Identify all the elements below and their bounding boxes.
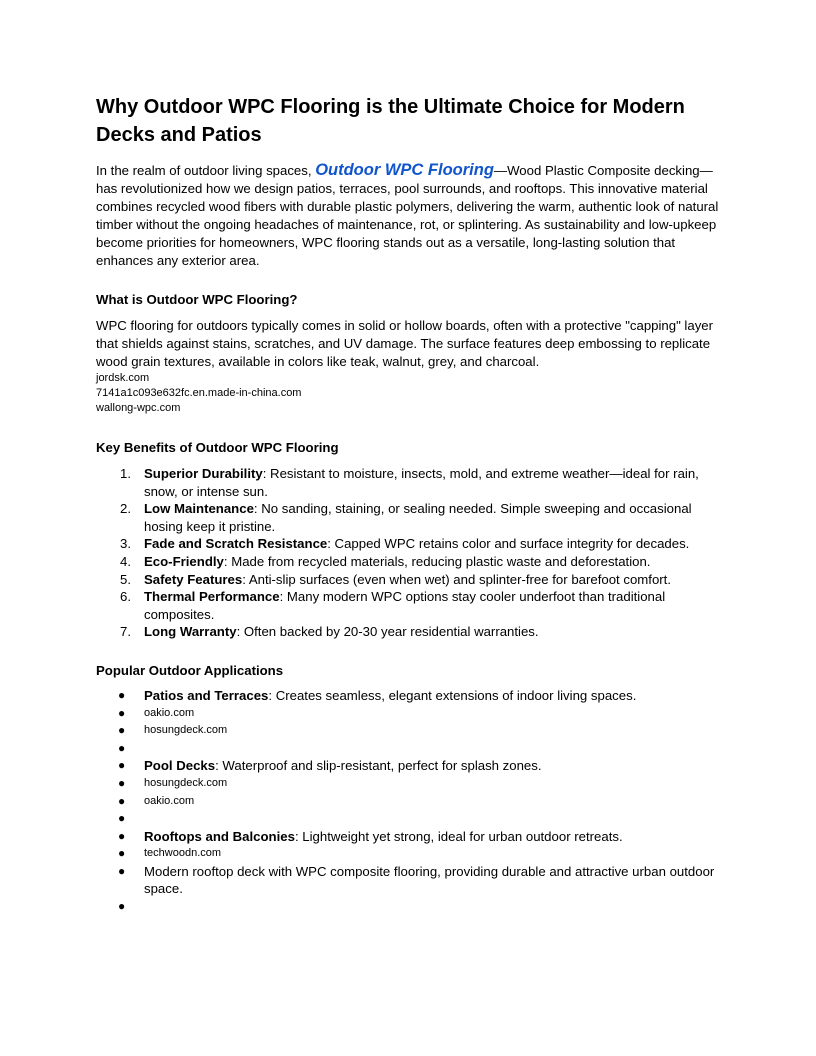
list-number: 5. xyxy=(120,571,131,587)
application-item xyxy=(96,863,722,898)
list-number: 1. xyxy=(120,466,131,481)
source-line: techwoodn.com xyxy=(144,847,222,860)
application-item xyxy=(96,810,722,828)
document-page xyxy=(96,93,722,916)
bullet-icon: ● xyxy=(118,740,126,755)
application-item xyxy=(96,775,722,793)
list-number: 6. xyxy=(120,589,131,605)
benefit-description: : Capped WPC retains color and surface integrity for decades. xyxy=(327,536,690,552)
benefit-title: Safety Features xyxy=(144,571,243,587)
source-line: jordsk.com xyxy=(96,372,150,384)
benefit-item xyxy=(96,500,722,535)
benefit-title: Thermal Performance xyxy=(144,589,280,605)
application-title: Pool Decks xyxy=(144,758,216,774)
application-item xyxy=(96,722,722,740)
intro-text-start: In the realm of outdoor living spaces, xyxy=(96,163,316,178)
benefit-description: : Made from recycled materials, reducing plastic waste and deforestation. xyxy=(223,553,651,569)
bullet-icon: ● xyxy=(118,705,126,720)
list-number: 2. xyxy=(120,501,131,517)
application-description: : Waterproof and slip-resistant, perfect for splash zones. xyxy=(215,758,542,774)
application-item xyxy=(96,705,722,723)
application-item xyxy=(96,898,722,916)
application-description: : Lightweight yet strong, ideal for urban outdoor retreats. xyxy=(294,828,623,844)
what-is-heading: What is Outdoor WPC Flooring? xyxy=(96,292,298,307)
applications-heading: Popular Outdoor Applications xyxy=(96,662,284,678)
application-item xyxy=(96,687,722,705)
outdoor-wpc-flooring-link[interactable]: Outdoor WPC Flooring xyxy=(315,161,494,179)
application-item xyxy=(96,740,722,758)
application-description: Modern rooftop deck with WPC composite flooring, providing durable and attractive urban outdoor space. xyxy=(144,863,715,897)
benefit-item xyxy=(96,465,722,500)
source-line: oakio.com xyxy=(144,706,195,719)
benefit-description: : Often backed by 20-30 year residential warranties. xyxy=(236,624,539,640)
bullet-icon: ● xyxy=(118,793,126,808)
application-item xyxy=(96,828,722,846)
benefit-title: Eco-Friendly xyxy=(144,553,224,569)
benefit-item xyxy=(96,623,722,641)
list-number: 7. xyxy=(120,624,131,640)
benefit-description: : No sanding, staining, or sealing needed. Simple sweeping and occasional hosing keep it pristine. xyxy=(144,501,692,534)
what-is-paragraph: WPC flooring for outdoors typically comes in solid or hollow boards, often with a protective "capping" layer that shields against stains, scratches, and UV damage. The surface features deep embossing to replicate wood grain textures, available in colors like teak, walnut, grey, and charcoal. xyxy=(96,318,714,369)
bullet-icon: ● xyxy=(118,723,126,738)
application-item xyxy=(96,845,722,863)
bullet-icon: ● xyxy=(118,846,126,861)
application-item xyxy=(96,757,722,775)
benefit-description: : Many modern WPC options stay cooler underfoot than traditional composites. xyxy=(144,589,666,622)
source-line: wallong-wpc.com xyxy=(96,402,181,414)
benefit-description: : Anti-slip surfaces (even when wet) and splinter-free for barefoot comfort. xyxy=(242,571,672,587)
application-item xyxy=(96,793,722,811)
application-description: : Creates seamless, elegant extensions of indoor living spaces. xyxy=(268,687,637,703)
source-line: hosungdeck.com xyxy=(144,776,228,789)
source-line: oakio.com xyxy=(144,794,195,807)
source-line: hosungdeck.com xyxy=(144,724,228,737)
benefit-title: Superior Durability xyxy=(144,466,263,481)
benefit-item xyxy=(96,571,722,589)
benefit-item xyxy=(96,535,722,553)
benefit-item xyxy=(96,553,722,571)
intro-text-rest: —Wood Plastic Composite decking—has revolutionized how we design patios, terraces, pool surrounds, and rooftops. This innovative material combines recycled wood fibers with durable plastic polymers, delivering the warm, authentic look of natural timber without the ongoing headaches of maintenance, rot, or splintering. As sustainability and low-upkeep become priorities for homeowners, WPC flooring stands out as a versatile, long-lasting solution that enhances any exterior area. xyxy=(96,163,719,268)
source-line: 7141a1c093e632fc.en.made-in-china.com xyxy=(96,387,302,399)
bullet-icon: ● xyxy=(118,775,126,790)
benefit-description: : Resistant to moisture, insects, mold, and extreme weather—ideal for rain, snow, or intense sun. xyxy=(144,466,699,499)
document-title: Why Outdoor WPC Flooring is the Ultimate Choice for Modern Decks and Patios xyxy=(96,96,685,146)
bullet-icon: ● xyxy=(118,811,126,826)
bullet-icon: ● xyxy=(118,863,126,878)
bullet-icon: ● xyxy=(118,687,126,702)
list-number: 3. xyxy=(120,536,131,552)
benefit-title: Fade and Scratch Resistance xyxy=(144,536,328,552)
applications-list xyxy=(96,687,722,916)
bullet-icon: ● xyxy=(118,828,126,843)
application-title: Rooftops and Balconies xyxy=(144,828,295,844)
benefit-title: Low Maintenance xyxy=(144,501,254,517)
bullet-icon: ● xyxy=(118,758,126,773)
benefit-title: Long Warranty xyxy=(144,624,237,640)
benefit-item xyxy=(96,588,722,623)
bullet-icon: ● xyxy=(118,899,126,914)
key-benefits-heading: Key Benefits of Outdoor WPC Flooring xyxy=(96,440,339,455)
application-title: Patios and Terraces xyxy=(144,687,269,703)
intro-paragraph xyxy=(96,161,722,270)
benefits-list xyxy=(96,465,722,641)
list-number: 4. xyxy=(120,553,131,569)
